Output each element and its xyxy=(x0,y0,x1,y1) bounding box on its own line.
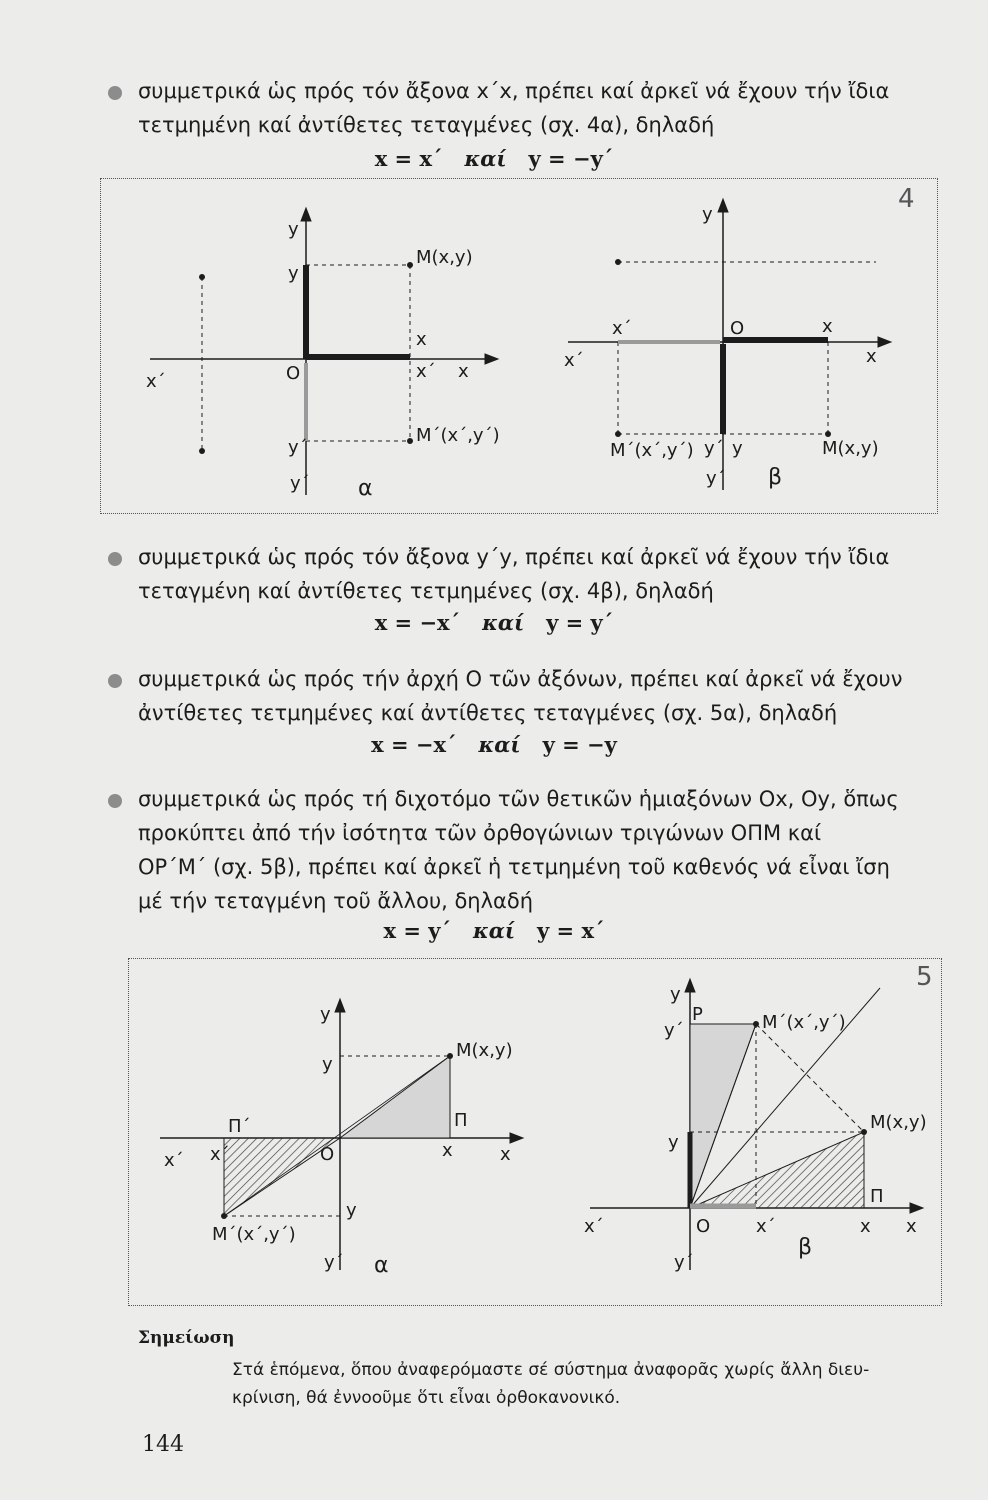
label: x xyxy=(822,316,833,337)
label: M΄(x΄,y΄) xyxy=(762,1012,846,1033)
label: O xyxy=(730,318,745,339)
note-text xyxy=(232,1356,962,1412)
figure-4b xyxy=(560,190,900,500)
text-line: συμμετρικά ὡς πρός τήν ἀρχή Ο τῶν ἀξόνων, πρέπει καί ἀρκεῖ νά ἔχουν xyxy=(138,667,903,691)
equation-xaxis: x = x΄ καί y = −y΄ xyxy=(374,146,614,171)
label: y xyxy=(320,1004,331,1025)
figure-5a xyxy=(150,990,540,1290)
figure-number: 4 xyxy=(898,184,915,214)
label: M(x,y) xyxy=(416,247,473,268)
equation-origin: x = −x΄ καί y = −y xyxy=(371,732,617,757)
bullet-icon xyxy=(108,794,122,808)
text-line: συμμετρικά ὡς πρός τόν ἄξονα x΄x, πρέπει καί ἀρκεῖ νά ἔχουν τήν ἴδια xyxy=(138,79,890,103)
text-line: τετμημένη καί ἀντίθετες τεταγμένες (σχ. 4α), δηλαδή xyxy=(138,113,715,137)
page-number: 144 xyxy=(142,1432,184,1457)
label: x xyxy=(500,1144,511,1165)
label: x xyxy=(866,346,877,367)
label: x΄ xyxy=(756,1216,776,1237)
label: y΄ xyxy=(664,1020,684,1041)
equation-bisector: x = y΄ καί y = x΄ xyxy=(383,918,605,943)
label: Π xyxy=(870,1186,884,1207)
caption: α xyxy=(374,1253,389,1278)
label: y xyxy=(322,1054,333,1075)
label: M΄(x΄,y΄) xyxy=(610,440,694,461)
text-line: συμμετρικά ὡς πρός τή διχοτόμο τῶν θετικῶν ἡμιαξόνων Οx, Οy, ὅπως xyxy=(138,787,899,811)
label: M(x,y) xyxy=(870,1112,927,1133)
label: x΄ xyxy=(210,1144,230,1165)
label: y xyxy=(288,219,299,240)
label: y΄ xyxy=(324,1252,344,1273)
label: y xyxy=(670,984,681,1005)
label: O xyxy=(286,363,301,384)
text-line: προκύπτει ἀπό τήν ἰσότητα τῶν ὀρθογώνιων τριγώνων ΟΠΜ καί xyxy=(138,821,822,845)
label: x΄ xyxy=(146,371,166,392)
caption: β xyxy=(768,465,783,490)
equation-yaxis: x = −x΄ καί y = y΄ xyxy=(374,610,614,635)
label: x xyxy=(860,1216,871,1237)
bullet-icon xyxy=(108,552,122,566)
label: y΄ xyxy=(288,437,308,458)
note-title: Σημείωση xyxy=(138,1328,235,1348)
label: y΄ xyxy=(704,438,724,459)
note-line: Στά ἑπόμενα, ὅπου ἀναφερόμαστε σέ σύστημα ἀναφορᾶς χωρίς ἄλλη διευ- xyxy=(232,1360,870,1380)
label: y΄ xyxy=(674,1252,694,1273)
figure-4a xyxy=(140,205,500,505)
text-line: τεταγμένη καί ἀντίθετες τετμημένες (σχ. 4β), δηλαδή xyxy=(138,579,714,603)
label: y xyxy=(702,204,713,225)
case-symmetric-bisector xyxy=(108,782,938,918)
label: x xyxy=(416,329,427,350)
note-line: κρίνιση, θά ἐννοοῦμε ὅτι εἶναι ὀρθοκανονικό. xyxy=(232,1388,621,1408)
bullet-icon xyxy=(108,674,122,688)
label: y xyxy=(346,1200,357,1221)
label: Π xyxy=(454,1110,468,1131)
text-line: ἀντίθετες τετμημένες καί ἀντίθετες τεταγμένες (σχ. 5α), δηλαδή xyxy=(138,701,838,725)
text-line: μέ τήν τεταγμένη τοῦ ἄλλου, δηλαδή xyxy=(138,889,534,913)
label: x΄ xyxy=(564,350,584,371)
label: y΄ xyxy=(290,473,310,494)
caption: β xyxy=(798,1235,813,1260)
label: x xyxy=(906,1216,917,1237)
label: x΄ xyxy=(416,361,436,382)
figure-5b xyxy=(580,970,930,1290)
label: Ρ xyxy=(692,1004,703,1025)
label: M΄(x΄,y΄) xyxy=(416,425,500,446)
label: O xyxy=(696,1216,711,1237)
label: M(x,y) xyxy=(456,1040,513,1061)
case-symmetric-yaxis xyxy=(108,540,938,608)
caption: α xyxy=(358,476,373,501)
label: O xyxy=(320,1144,335,1165)
label: M΄(x΄,y΄) xyxy=(212,1224,296,1245)
label: y xyxy=(668,1132,679,1153)
label: x΄ xyxy=(164,1150,184,1171)
label: Π΄ xyxy=(228,1116,251,1137)
label: x xyxy=(458,361,469,382)
label: y xyxy=(288,263,299,284)
label: y xyxy=(732,438,743,459)
label: M(x,y) xyxy=(822,438,879,459)
case-symmetric-xaxis xyxy=(108,74,938,142)
figure-number: 5 xyxy=(916,962,933,992)
case-symmetric-origin xyxy=(108,662,938,730)
text-line: συμμετρικά ὡς πρός τόν ἄξονα y΄y, πρέπει καί ἀρκεῖ νά ἔχουν τήν ἴδια xyxy=(138,545,890,569)
label: x΄ xyxy=(612,318,632,339)
bullet-icon xyxy=(108,86,122,100)
label: x xyxy=(442,1140,453,1161)
label: y΄ xyxy=(706,468,726,489)
text-line: ΟΡ΄Μ΄ (σχ. 5β), πρέπει καί ἀρκεῖ ἡ τετμημένη τοῦ καθενός νά εἶναι ἴση xyxy=(138,855,890,879)
label: x΄ xyxy=(584,1216,604,1237)
